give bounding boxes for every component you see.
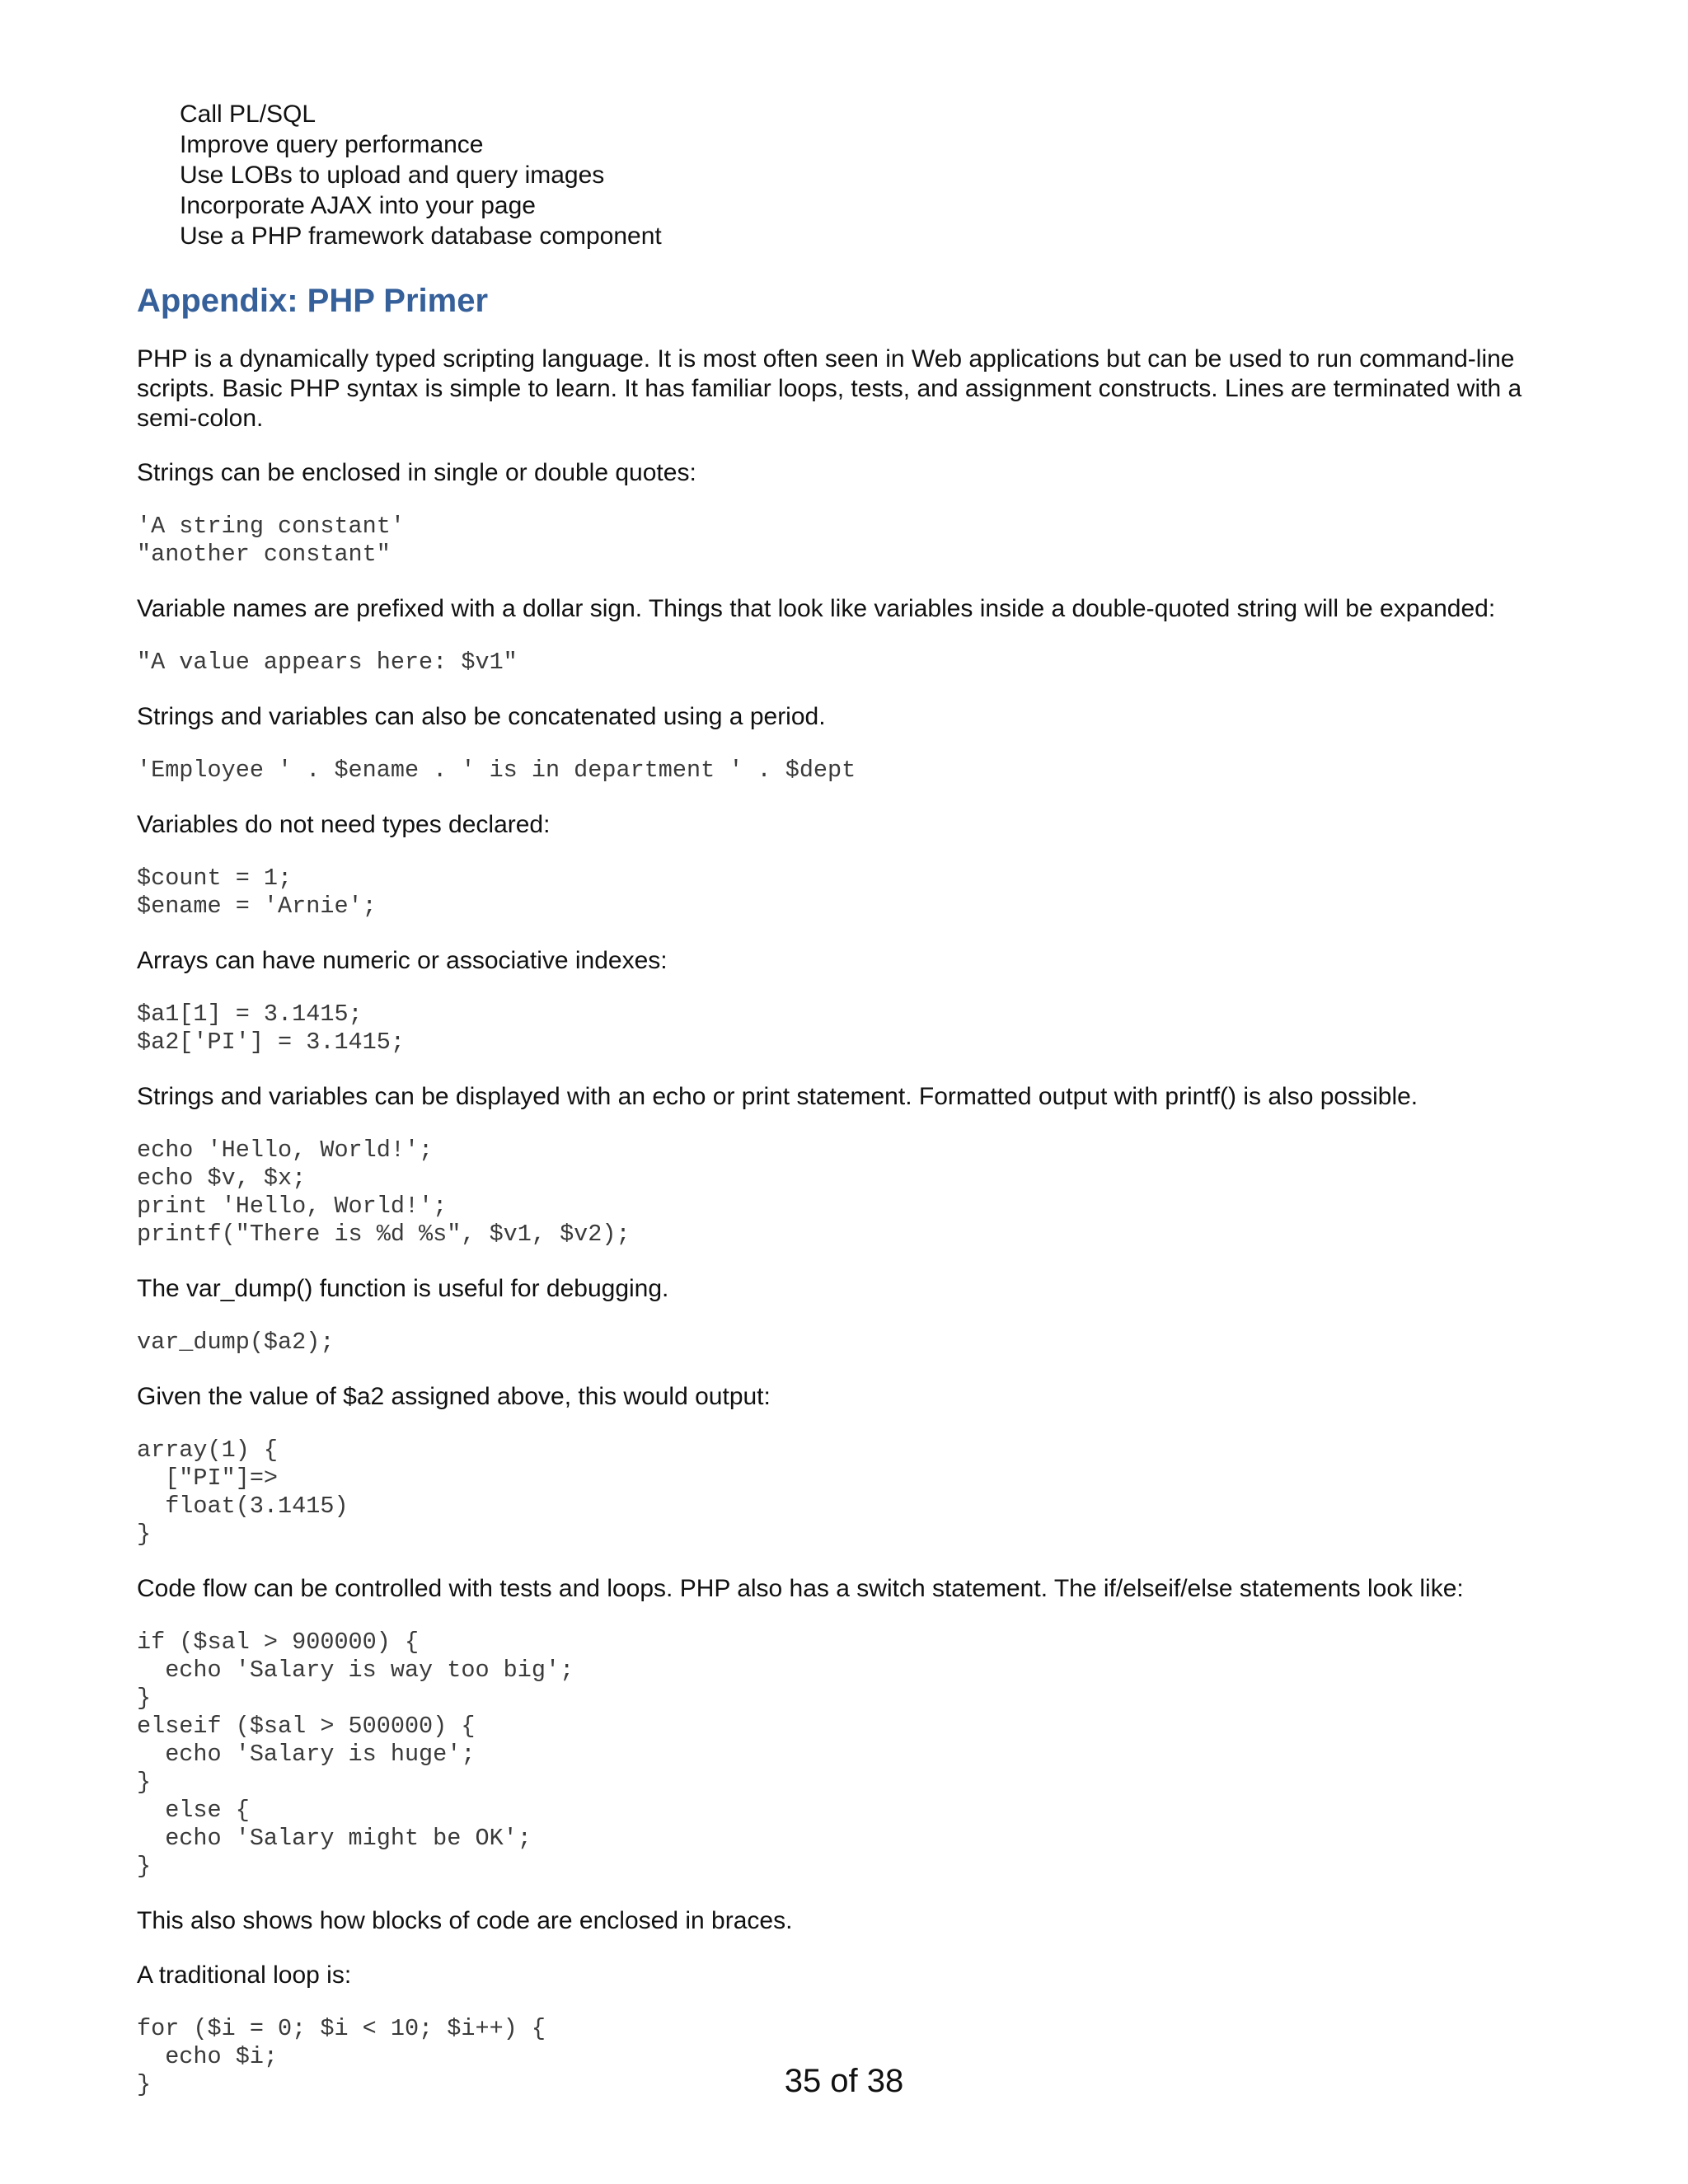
code-block: echo 'Hello, World!'; echo $v, $x; print 'Hello, World!'; printf("There is %d %s", $v1, $v2); xyxy=(137,1137,631,1248)
paragraph: Strings and variables can be displayed with an echo or print statement. Formatted output with printf() is also possible. xyxy=(137,1083,1418,1110)
chapter-topic-list xyxy=(180,99,662,251)
topic-item: Use a PHP framework database component xyxy=(180,223,662,250)
paragraph: A traditional loop is: xyxy=(137,1961,352,1989)
appendix-body xyxy=(137,344,1554,2125)
appendix-heading: Appendix: PHP Primer xyxy=(137,283,489,319)
code-block: if ($sal > 900000) { echo 'Salary is way too big'; } elseif ($sal > 500000) { echo 'Salary is huge'; } else { echo 'Salary might be OK'; } xyxy=(137,1629,574,1880)
topic-item: Call PL/SQL xyxy=(180,101,316,128)
code-block: for ($i = 0; $i < 10; $i++) { echo $i; } xyxy=(137,2015,546,2098)
code-block: "A value appears here: $v1" xyxy=(137,649,518,676)
paragraph: Arrays can have numeric or associative indexes: xyxy=(137,947,668,974)
paragraph: Strings can be enclosed in single or double quotes: xyxy=(137,459,696,486)
code-block: var_dump($a2); xyxy=(137,1329,335,1356)
code-block: $count = 1; $ename = 'Arnie'; xyxy=(137,865,377,920)
intro-paragraph: PHP is a dynamically typed scripting language. It is most often seen in Web applications but can be used to run command-line scripts. Basic PHP syntax is simple to learn. It has familiar loops, tests, and assignment constructs. Lines are terminated with a semi-colon. xyxy=(137,345,1522,432)
paragraph: Given the value of $a2 assigned above, this would output: xyxy=(137,1383,771,1410)
code-block: $a1[1] = 3.1415; $a2['PI'] = 3.1415; xyxy=(137,1001,405,1056)
paragraph: The var_dump() function is useful for debugging. xyxy=(137,1275,669,1302)
topic-item: Use LOBs to upload and query images xyxy=(180,162,605,189)
paragraph: This also shows how blocks of code are enclosed in braces. xyxy=(137,1907,793,1934)
code-block: 'A string constant' "another constant" xyxy=(137,513,405,568)
page-number: 35 of 38 xyxy=(784,2063,904,2099)
code-block: array(1) { ["PI"]=> float(3.1415) } xyxy=(137,1436,349,1548)
paragraph: Code flow can be controlled with tests and loops. PHP also has a switch statement. The if/elseif/else statements look like: xyxy=(137,1575,1464,1602)
paragraph: Variable names are prefixed with a dollar sign. Things that look like variables inside a double-quoted string will be expanded: xyxy=(137,595,1496,622)
code-block: 'Employee ' . $ename . ' is in department ' . $dept xyxy=(137,757,856,784)
topic-item: Improve query performance xyxy=(180,131,484,158)
paragraph: Variables do not need types declared: xyxy=(137,811,551,838)
topic-item: Incorporate AJAX into your page xyxy=(180,192,536,219)
paragraph: Strings and variables can also be concatenated using a period. xyxy=(137,703,826,730)
